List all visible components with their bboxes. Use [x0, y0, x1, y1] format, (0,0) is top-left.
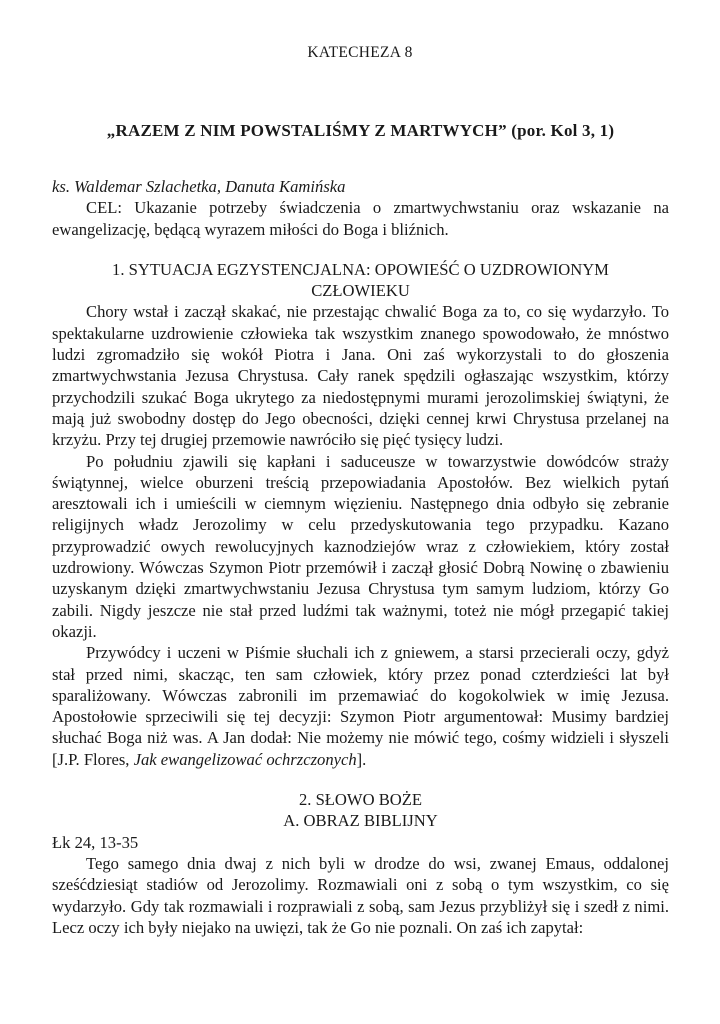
bible-citation: Łk 24, 13-35 [52, 832, 139, 852]
section-1-paragraph-3-end: ]. [356, 749, 367, 769]
section-1-heading [52, 259, 669, 302]
title-main: „RAZEM Z NIM POWSTALIŚMY Z MARTWYCH” [106, 121, 507, 140]
authors-line: ks. Waldemar Szlachetka, Danuta Kamińska [52, 177, 346, 196]
goal-paragraph: CEL: Ukazanie potrzeby świadczenia o zmartwychwstaniu oraz wskazanie na ewangelizację, będącą wyrazem miłości do Boga i bliźnich. [52, 198, 669, 239]
document-body [52, 176, 669, 938]
running-header: KATECHEZA 8 [307, 44, 413, 61]
section-2-subheading: A. OBRAZ BIBLIJNY [283, 811, 438, 831]
section-1-heading-line-2: CZŁOWIEKU [311, 281, 410, 301]
section-1-paragraph-2: Po południu zjawili się kapłani i saduceusze w towarzystwie dowódców straży świątynnej, wielce oburzeni treścią przepowiadania Apostołów. Bez wielkich pytań aresztowali ich i umieścili w ciemnym więzieniu. Następnego dnia odbyło się zebranie religijnych władz Jerozolimy w celu przedyskutowania tego przypadku. Kazano przyprowadzić owych rewolucyjnych kaznodziejów wraz z człowiekiem, który został uzdrowiony. Wówczas Szymon Piotr przemówił i zaczął głosić Dobrą Nowinę o zbawieniu uzyskanym dzięki zmartwychwstaniu Jezusa Chrystusa tym samym ludziom, którzy Go zabili. Nigdy jeszcze nie stał przed ludźmi tak ważnymi, toteż nie mógł przegapić takiej okazji. [52, 451, 669, 641]
section-1-paragraph-3 [52, 642, 669, 770]
section-2-heading: 2. SŁOWO BOŻE [298, 790, 423, 810]
section-1-heading-line-1: 1. SYTUACJA EGZYSTENCJALNA: OPOWIEŚĆ O UZDROWIONYM [112, 259, 609, 279]
section-1-paragraph-1: Chory wstał i zaczął skakać, nie przestając chwalić Boga za to, co się wydarzyło. To spektakularne uzdrowienie człowieka tak wszystkim znanego spowodowało, że mnóstwo ludzi zgromadziło się wokół Piotra i Jana. Oni zaś wykorzystali to do głoszenia zmartwychwstania Jezusa Chrystusa. Cały ranek spędzili ogłaszając wszystkim, którzy przychodzili szukać Boga ukrytego za niedostępnymi murami jerozolimskiej świątyni, że mają już swobodny dostęp do Jego obecności, dzięki cennej krwi Chrystusa przelanej na krzyżu. Przy tej drugiej przemowie nawróciło się pięć tysięcy ludzi. [52, 302, 669, 450]
section-2-paragraph-1: Tego samego dnia dwaj z nich byli w drodze do wsi, zwanej Emaus, oddalonej sześćdziesiąt stadiów od Jerozolimy. Rozmawiali oni z sobą o tym wszystkim, co się wydarzyło. Gdy tak rozmawiali i rozprawiali z sobą, sam Jezus przybliżył się i szedł z nimi. Lecz oczy ich były niejako na uwięzi, tak że Go nie poznali. On zaś ich zapytał: [52, 853, 669, 937]
section-1-paragraph-3-text: Przywódcy i uczeni w Piśmie słuchali ich z gniewem, a starsi przecierali oczy, gdyż stał przed nimi, skacząc, ten sam człowiek, który przez ponad czterdzieści lat był sparaliżowany. Wówczas zabronili im przemawiać do kogokolwiek w imię Jezusa. Apostołowie sprzeciwili się tej decyzji: Szymon Piotr argumentował: Musimy bardziej słuchać Boga niż was. A Jan dodał: Nie możemy nie mówić tego, cośmy widzieli i słyszeli [J.P. Flores, [52, 643, 669, 769]
title-reference: (por. Kol 3, 1) [511, 121, 615, 140]
book-title: Jak ewangelizować ochrzczonych [133, 749, 357, 769]
catechesis-title [52, 121, 669, 141]
